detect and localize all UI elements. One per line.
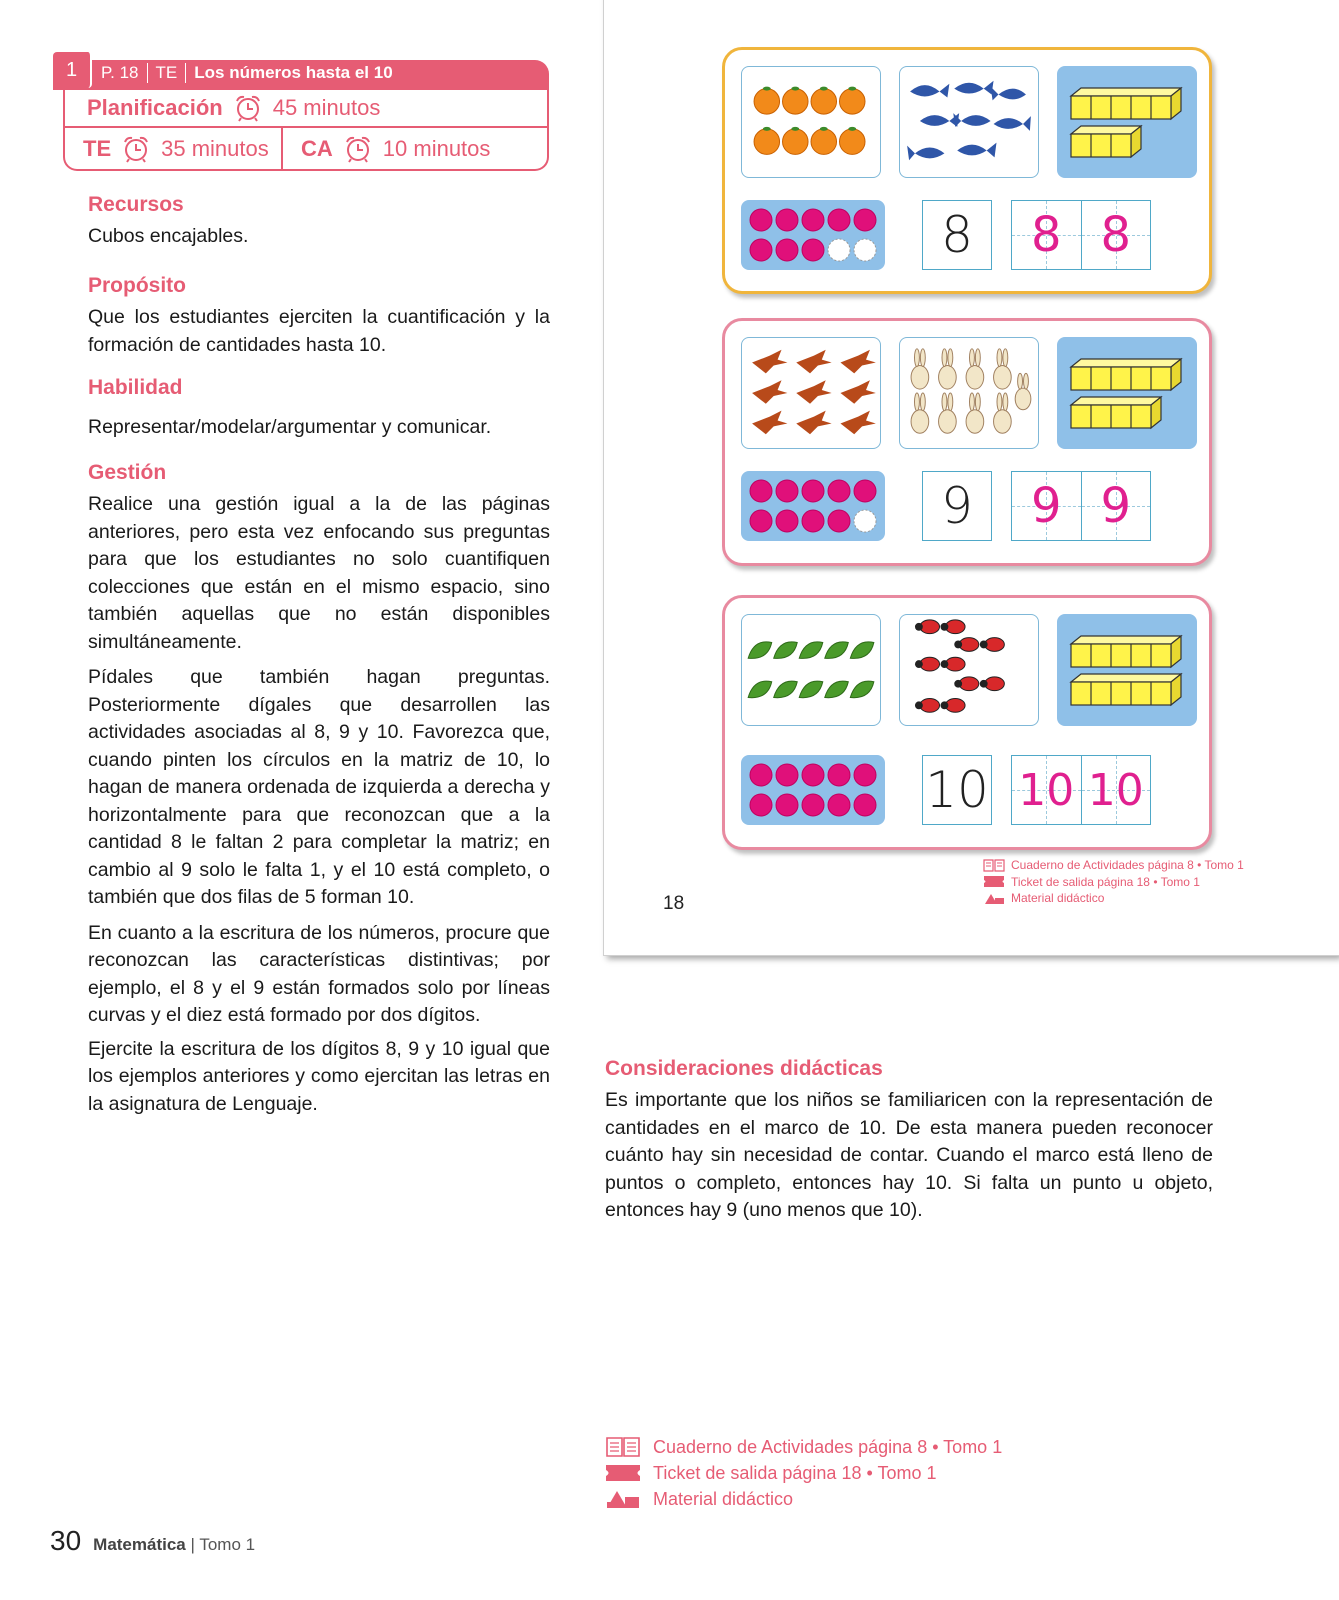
section-title: Propósito	[88, 274, 186, 297]
ticket-icon	[605, 1462, 641, 1484]
section-text: Cubos encajables.	[88, 225, 249, 247]
material-icon	[983, 892, 1005, 905]
student-page-refs	[983, 857, 1244, 907]
trace-digit: 8	[1100, 207, 1132, 263]
number-box: 9	[922, 471, 992, 541]
fish-icons	[900, 67, 1038, 177]
trace-digit: 9	[1030, 478, 1062, 534]
section-consideraciones	[605, 1057, 1213, 1225]
gestion-paragraph: Realice una gestión igual a la de las páginas anteriores, pero esta vez enfocando sus preguntas para que los estudiantes no solo cuantifiquen colecciones que están en el mismo espacio, sino también aquellas que no están disponibles simultáneamente.	[88, 493, 550, 653]
number-card-8	[722, 47, 1212, 294]
ref-text: Cuaderno de Actividades página 8 • Tomo 1	[653, 1437, 1003, 1457]
ladybug-icons	[900, 615, 1038, 725]
number-box: 8	[922, 200, 992, 270]
planning-label: Planificación	[87, 95, 223, 120]
ref-text: Material didáctico	[653, 1489, 794, 1509]
alarm-clock-icon	[343, 134, 373, 164]
ten-frame-dots	[741, 471, 885, 541]
bird-icons	[742, 338, 880, 448]
time-split-row	[65, 128, 547, 169]
section-proposito	[88, 274, 550, 359]
gestion-paragraph: Pídales que también hagan preguntas. Posteriormente dígales que desarrollen las actividades asociadas al 8, 9 y 10. Favorezca que, cuando pinten los círculos en la matriz de 10, lo hagan de manera ordenada de izquierda a derecha y horizontalmente para que reconozcan que a la cantidad 8 le faltan 2 para completar la matriz; en cambio al 9 solo le falta 1, y el 10 está completo, o también que dos filas de 5 forman 10.	[88, 666, 550, 908]
ref-text: Ticket de salida página 18 • Tomo 1	[1011, 874, 1200, 889]
divider	[147, 63, 148, 83]
fish-tile	[899, 66, 1039, 178]
section-habilidad	[88, 376, 550, 442]
trace-cell	[1012, 756, 1082, 824]
alarm-clock-icon	[233, 93, 263, 123]
student-page-preview	[604, 0, 1339, 955]
ticket-icon	[983, 875, 1005, 888]
rabbits-tile	[899, 337, 1039, 449]
ca-cell	[283, 128, 490, 169]
ca-label: CA	[301, 135, 333, 161]
ref-text: Cuaderno de Actividades página 8 • Tomo 1	[1011, 858, 1244, 872]
ten-frame-dots	[741, 200, 885, 270]
planning-time: 45 minutos	[272, 95, 381, 120]
number-card-10	[722, 595, 1212, 850]
ladybugs-tile	[899, 614, 1039, 726]
header-text	[101, 63, 393, 83]
trace-cell	[1082, 472, 1151, 540]
cubes-tile	[1057, 337, 1197, 449]
section-title: Habilidad	[88, 376, 183, 399]
cubes-tile	[1057, 614, 1197, 726]
book-icon	[983, 859, 1005, 872]
section-text: Que los estudiantes ejerciten la cuantificación y la formación de cantidades hasta 10.	[88, 306, 550, 356]
trace-digit: 9	[1100, 478, 1132, 534]
trace-box	[1011, 200, 1151, 270]
trace-cell	[1012, 201, 1082, 269]
resource-refs	[605, 1434, 1002, 1512]
divider	[185, 63, 186, 83]
lesson-header	[53, 52, 549, 171]
cubes-icon	[1057, 337, 1197, 449]
footer-subject: Matemática | Tomo 1	[93, 1535, 256, 1554]
section-title: Consideraciones didácticas	[605, 1057, 883, 1080]
section-title: Gestión	[88, 461, 167, 484]
student-page-number: 18	[663, 893, 685, 914]
page-number: 30	[50, 1525, 82, 1556]
ref-item	[605, 1460, 1002, 1486]
cubes-icon	[1057, 614, 1197, 726]
ca-time: 10 minutos	[382, 135, 491, 161]
rabbit-icons	[900, 338, 1038, 448]
leaves-tile	[741, 614, 881, 726]
section-text: Representar/modelar/argumentar y comunicar.	[88, 416, 492, 438]
ref-item	[983, 890, 1244, 907]
oranges-tile	[741, 66, 881, 178]
subject-name: Matemática	[93, 1535, 186, 1554]
trace-box	[1011, 471, 1151, 541]
number-card-9	[722, 318, 1212, 566]
number-box: 10	[922, 755, 992, 825]
section-title: Recursos	[88, 193, 184, 216]
te-time: 35 minutos	[161, 135, 269, 161]
ref-item	[605, 1486, 1002, 1512]
section-recursos	[88, 193, 550, 251]
ten-frame	[741, 471, 885, 541]
ref-item	[983, 874, 1244, 891]
trace-digit: 8	[1030, 207, 1062, 263]
ref-item	[983, 857, 1244, 874]
trace-cell	[1012, 472, 1082, 540]
trace-cell	[1082, 756, 1151, 824]
lesson-number: 1	[53, 52, 92, 88]
trace-cell	[1082, 201, 1151, 269]
ref-text: Ticket de salida página 18 • Tomo 1	[653, 1463, 937, 1483]
alarm-clock-icon	[121, 134, 151, 164]
te-cell	[65, 128, 283, 169]
gestion-paragraph: Ejercite la escritura de los dígitos 8, 9 y 10 igual que los ejemplos anteriores y como ejercitan las letras en la asignatura de Lenguaje.	[88, 1037, 550, 1115]
te-label: TE	[83, 135, 112, 161]
ten-frame-dots	[741, 755, 885, 825]
page-footer	[50, 1525, 255, 1557]
ref-item	[605, 1434, 1002, 1460]
page-ref: P. 18	[101, 63, 139, 82]
book-icon	[605, 1436, 641, 1458]
trace-digit: 10	[1018, 764, 1075, 816]
planning-row	[65, 90, 547, 128]
trace-digit: 10	[1087, 764, 1144, 816]
cubes-tile	[1057, 66, 1197, 178]
section-text: Es importante que los niños se familiaricen con la representación de cantidades en el marco de 10. De esta manera pueden reconocer cuánto hay sin necesidad de contar. Cuando el marco está lleno de puntos o completo, entonces hay 10. Si falta un punto u objeto, entonces hay 9 (uno menos que 10).	[605, 1089, 1213, 1221]
orange-icons	[742, 67, 880, 177]
lesson-title: Los números hasta el 10	[194, 63, 393, 82]
gestion-paragraph: En cuanto a la escritura de los números, procure que reconozcan las características distintivas; por ejemplo, el 8 y el 9 están formados solo por líneas curvas y el diez está formado por dos dígitos.	[88, 921, 550, 1026]
material-icon	[605, 1488, 641, 1510]
lesson-type: TE	[155, 63, 178, 82]
trace-box	[1011, 755, 1151, 825]
ten-frame	[741, 200, 885, 270]
ten-frame	[741, 755, 885, 825]
section-gestion	[88, 461, 550, 1118]
leaf-icons	[742, 615, 880, 725]
cubes-icon	[1057, 66, 1197, 178]
planning-box	[63, 90, 549, 171]
birds-tile	[741, 337, 881, 449]
volume-name: Tomo 1	[199, 1535, 256, 1554]
ref-text: Material didáctico	[1011, 891, 1105, 905]
